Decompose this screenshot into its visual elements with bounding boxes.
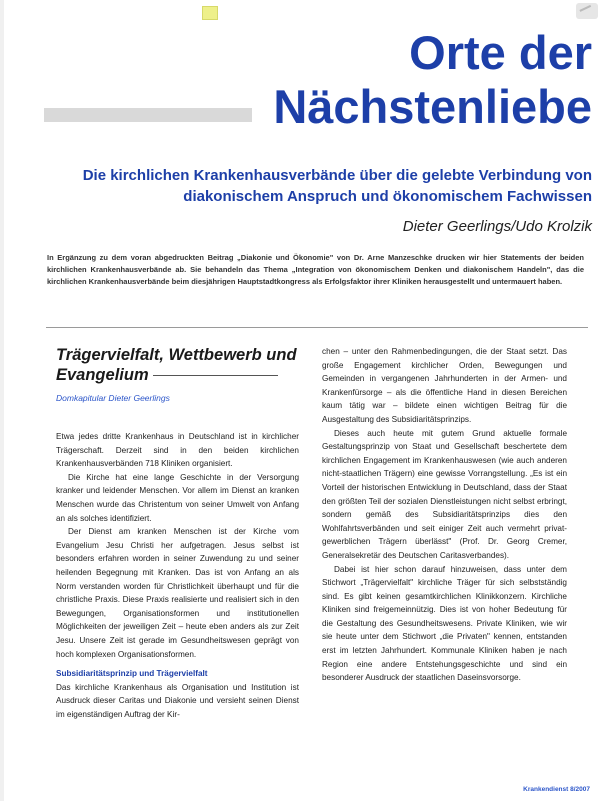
right-column-text (322, 345, 567, 685)
title-line-1: Orte der (409, 26, 592, 79)
paragraph: Dabei ist hier schon darauf hinzuweisen, dass unter dem Stichwort „Trägervielfalt" kirchliche Träger für sich selbstständig sind. Es gibt keinen gesamtkirchlichen Klinikkonzern. Kirchliche Kliniken sind freigemeinnützig. Dies ist von hoher Bedeutung für die Gestaltung des Gesundheitswesens. Private Kliniken, wie wir sie heute unter dem Stichwort „die Privaten" kennen, entstanden erst im letzten Jahrhundert. Kommunale Kliniken haben je nach Region eine andere Entstehungsgeschichte und sind ein besonderer Ausdruck der staatlichen Daseinsvorsorge. (322, 564, 567, 683)
page-footer: Krankendienst 8/2007 (523, 786, 590, 793)
section-heading-line-2 (56, 365, 299, 385)
section-divider (46, 327, 588, 328)
highlight-tab-mark (202, 6, 218, 20)
paragraph: chen – unter den Rahmenbedingungen, die der Staat setzt. Das große Engagement kirchlicher Orden, Bewegungen und Gemeinden in vergangenen Jahrhunderten in der Armen- und Krankenfürsorge – als die öffentliche Hand in diesen Bereichen kaum tätig war – bildete einen wichtigen Beitrag für die Ausgestaltung des Subsidiaritätsprinzips. (322, 347, 567, 424)
subtitle-line-2: diakonischem Anspruch und ökonomischem Fachwissen (183, 188, 592, 205)
article-title (273, 26, 592, 134)
corner-logo-icon (576, 3, 598, 19)
intro-paragraph: In Ergänzung zu dem voran abgedruckten Beitrag „Diakonie und Ökonomie" von Dr. Arne Manzeschke drucken wir hier Statements der beiden kirchlichen Krankenhausverbände ab. Sie behandeln das Thema „Integration von ökonomischem Denken und diakonischem Handeln", das die kirchlichen Krankenhausverbände beim diesjährigen Hauptstadtkongress als Erfolgsfaktor ihrer Kliniken herausgestellt und untermauert haben. (47, 253, 584, 286)
section-heading (56, 345, 299, 385)
title-decoration-bar (44, 108, 252, 122)
paragraph: Das kirchliche Krankenhaus als Organisation und Institution ist Ausdruck dieser Caritas und Diakonie und versieht seinen Dienst im eigenständigen Auftrag der Kir- (56, 682, 299, 719)
article-subtitle (60, 165, 592, 207)
page-edge (0, 0, 4, 801)
section-header (56, 345, 299, 403)
heading-underline (153, 375, 278, 376)
paragraph: Der Dienst am kranken Menschen ist der Kirche vom Evangelium Jesu Christi her aufgetragen. Jesus selbst ist besonders erfahren worden in seiner Zuwendung zu und seiner heilenden Begegnung mit Kranken. Das ist von Anfang an als Norm verstanden worden für Christlichkeit überhaupt und für die christliche Praxis. Diese Praxis realisierte und realisiert sich in den Bewegungen, Organisationsformen und institutionellen Möglichkeiten der jeweiligen Zeit – heute eben anders als zur Zeit Jesu. Unsere Zeit ist gerade im Gesundheitswesen geprägt von hoch komplexen Organisationsformen. (56, 527, 299, 659)
left-column-text (56, 430, 299, 721)
article-authors: Dieter Geerlings/Udo Krolzik (402, 218, 592, 235)
paragraph: Die Kirche hat eine lange Geschichte in der Versorgung kranker und leidender Menschen. Vor allem im Dienst an kranken Menschen wurde das Christentum von seiner Umwelt von Anfang an als solches identifiziert. (56, 472, 299, 523)
section-heading-line-1: Trägervielfalt, Wettbewerb und (56, 346, 297, 364)
subheading: Subsidiaritätsprinzip und Trägervielfalt (56, 669, 208, 679)
paragraph: Dieses auch heute mit gutem Grund aktuelle formale Gestaltungsprinzip von Staat und Gesellschaft beschertete dem kirchlichen Engagement im Krankenhauswesen (wie auch anderen nicht-staatlichen Trägern) eine gewisse Vorrangstellung. „Es ist ein Vorteil der historischen Entwicklung in Deutschland, dass der Staat den größten Teil der sozialen Dienstleistungen nicht selbst erbringt, sondern gemäß des Subsidiaritätsprinzips dies den Wohlfahrtsverbänden und seit einiger Zeit auch vermehrt privat-gewerblichen Trägern überlässt" (Prof. Dr. Georg Cremer, Generalsekretär des Deutschen Caritasverbandes). (322, 428, 567, 560)
paragraph: Etwa jedes dritte Krankenhaus in Deutschland ist in kirchlicher Trägerschaft. Derzeit sind in den beiden kirchlichen Krankenhausverbänden 718 Kliniken organisiert. (56, 432, 299, 469)
title-line-2: Nächstenliebe (273, 80, 592, 133)
section-heading-text: Evangelium (56, 366, 149, 384)
subtitle-line-1: Die kirchlichen Krankenhausverbände über die gelebte Verbindung von (82, 167, 592, 184)
section-byline: Domkapitular Dieter Geerlings (56, 393, 170, 403)
